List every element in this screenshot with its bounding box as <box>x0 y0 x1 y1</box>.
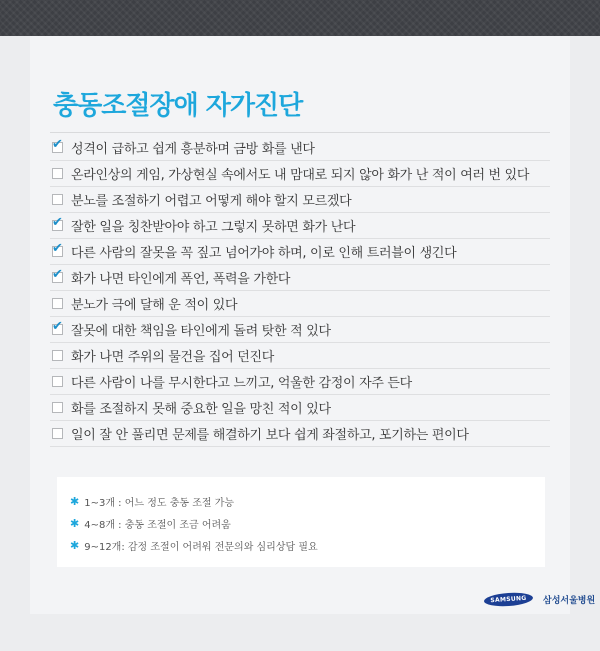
checklist-item-label: 성격이 급하고 쉽게 흥분하며 금방 화를 낸다 <box>71 141 315 157</box>
checklist-item[interactable] <box>50 290 550 316</box>
checkbox-unchecked[interactable] <box>52 350 63 361</box>
checkmark-icon: ✔ <box>52 266 63 282</box>
checklist-item[interactable] <box>50 342 550 368</box>
checklist-item-label: 잘한 일을 칭찬받아야 하고 그렇지 못하면 화가 난다 <box>71 219 356 235</box>
asterisk-icon: ✱ <box>70 539 80 552</box>
bottom-strip <box>0 614 600 651</box>
checklist-item[interactable] <box>50 316 550 342</box>
legend-row <box>70 538 318 553</box>
checklist-item-label: 화가 나면 주위의 물건을 집어 던진다 <box>71 349 275 365</box>
legend-text: 1~3개 : 어느 정도 충동 조절 가능 <box>84 498 235 509</box>
checkbox-checked[interactable] <box>52 318 63 335</box>
hospital-name: 삼성서울병원 <box>543 596 596 606</box>
checklist-item[interactable] <box>50 394 550 420</box>
checkbox-unchecked[interactable] <box>52 194 63 205</box>
top-pattern-bar <box>0 0 600 36</box>
checkbox-unchecked[interactable] <box>52 402 63 413</box>
row-divider <box>50 446 550 447</box>
checklist-item[interactable] <box>50 212 550 238</box>
checklist-item[interactable] <box>50 238 550 264</box>
checklist-item-label: 화를 조절하지 못해 중요한 일을 망친 적이 있다 <box>71 401 331 417</box>
samsung-logo-text: SAMSUNG <box>490 594 527 605</box>
asterisk-icon: ✱ <box>70 517 80 530</box>
checkbox-checked[interactable] <box>52 214 63 231</box>
checklist-item[interactable] <box>50 134 550 160</box>
legend-row <box>70 516 231 531</box>
checkbox-checked[interactable] <box>52 266 63 283</box>
checklist-item-label: 다른 사람의 잘못을 꼭 짚고 넘어가야 하며, 이로 인해 트러블이 생긴다 <box>71 245 457 261</box>
checkbox-unchecked[interactable] <box>52 376 63 387</box>
checkmark-icon: ✔ <box>52 318 63 334</box>
checklist-item-label: 온라인상의 게임, 가상현실 속에서도 내 맘대로 되지 않아 화가 난 적이 여러 번 있다 <box>71 167 530 183</box>
checkmark-icon: ✔ <box>52 214 63 230</box>
checkbox-checked[interactable] <box>52 136 63 153</box>
legend-row <box>70 494 234 509</box>
brand-footer <box>484 593 595 606</box>
checklist-item-label: 분노가 극에 달해 운 적이 있다 <box>71 297 238 313</box>
checklist-item-label: 다른 사람이 나를 무시한다고 느끼고, 억울한 감정이 자주 든다 <box>71 375 412 391</box>
checklist-item-label: 화가 나면 타인에게 폭언, 폭력을 가한다 <box>71 271 291 287</box>
checklist-item-label: 잘못에 대한 책임을 타인에게 돌려 탓한 적 있다 <box>71 323 331 339</box>
checklist-item[interactable] <box>50 264 550 290</box>
checklist-item-label: 분노를 조절하기 어렵고 어떻게 해야 할지 모르겠다 <box>71 193 352 209</box>
checklist-item[interactable] <box>50 186 550 212</box>
title-divider <box>50 132 550 133</box>
asterisk-icon: ✱ <box>70 495 80 508</box>
checklist-item-label: 일이 잘 안 풀리면 문제를 해결하기 보다 쉽게 좌절하고, 포기하는 편이다 <box>71 427 469 443</box>
checklist-item[interactable] <box>50 368 550 394</box>
legend-text: 9~12개: 감정 조절이 어려워 전문의와 심리상담 필요 <box>84 542 318 553</box>
checkmark-icon: ✔ <box>52 240 63 256</box>
checkmark-icon: ✔ <box>52 136 63 152</box>
checklist-item[interactable] <box>50 160 550 186</box>
result-legend <box>57 477 545 567</box>
legend-text: 4~8개 : 충동 조절이 조금 어려움 <box>84 520 231 531</box>
samsung-logo <box>484 591 534 607</box>
checklist-item[interactable] <box>50 420 550 446</box>
checkbox-checked[interactable] <box>52 240 63 257</box>
checkbox-unchecked[interactable] <box>52 298 63 309</box>
checklist <box>50 134 550 446</box>
page-title: 충동조절장애 자가진단 <box>53 91 303 121</box>
checkbox-unchecked[interactable] <box>52 428 63 439</box>
checkbox-unchecked[interactable] <box>52 168 63 179</box>
